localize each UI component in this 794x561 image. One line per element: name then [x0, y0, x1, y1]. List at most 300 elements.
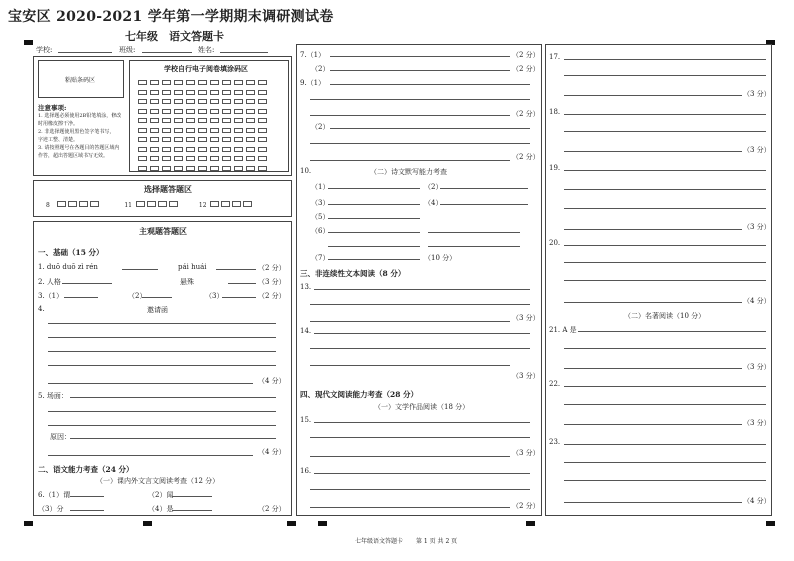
answer-line[interactable] — [564, 114, 766, 115]
answer-line[interactable] — [564, 229, 742, 230]
section-title: 三、非连续性文本阅读（8 分） — [300, 269, 406, 278]
poem-label: （1） — [311, 183, 330, 191]
q20-label: 20. — [549, 239, 561, 247]
grid-row — [138, 106, 270, 116]
grid-cell[interactable] — [150, 147, 159, 152]
score-label: （2 分） — [258, 292, 286, 300]
q16-label: 16. — [300, 467, 312, 475]
option-box[interactable] — [147, 201, 156, 207]
alignment-marker — [526, 521, 535, 526]
grid-cell[interactable] — [162, 128, 171, 133]
grid-cell[interactable] — [174, 118, 183, 123]
answer-line[interactable] — [310, 437, 530, 438]
answer-line[interactable] — [222, 297, 256, 298]
grid-cell[interactable] — [198, 80, 207, 85]
grid-cell[interactable] — [258, 109, 267, 114]
grid-cell[interactable] — [222, 118, 231, 123]
q18-label: 18. — [549, 108, 561, 116]
grid-cell[interactable] — [258, 156, 267, 161]
class-field[interactable] — [142, 52, 192, 53]
grid-cell[interactable] — [138, 80, 147, 85]
q7-label-b: （2） — [311, 65, 330, 73]
option-box[interactable] — [57, 201, 66, 207]
grid-cell[interactable] — [222, 99, 231, 104]
answer-line[interactable] — [564, 424, 742, 425]
section-title: 二、语文能力考查（24 分） — [38, 465, 134, 474]
grid-cell[interactable] — [234, 166, 243, 171]
answer-line[interactable] — [578, 331, 766, 332]
q3-label: 3.（1） — [38, 292, 64, 300]
score-label: （2 分） — [512, 110, 540, 118]
answer-line[interactable] — [48, 365, 276, 366]
grid-cell[interactable] — [198, 99, 207, 104]
answer-line[interactable] — [330, 70, 510, 71]
answer-line[interactable] — [62, 283, 112, 284]
grid-cell[interactable] — [186, 109, 195, 114]
grid-cell[interactable] — [138, 109, 147, 114]
subsection-title: （二）名著阅读（10 分） — [624, 312, 706, 320]
answer-line[interactable] — [564, 262, 766, 263]
poem-label: （7） — [311, 254, 330, 262]
section-title: 一、基础（15 分） — [38, 248, 104, 257]
grid-cell[interactable] — [150, 128, 159, 133]
q19-label: 19. — [549, 164, 561, 172]
grid-cell[interactable] — [222, 156, 231, 161]
note-line: 作答，超出答题区域书写无效。 — [38, 153, 109, 159]
choice-title: 选择题答题区 — [144, 184, 192, 194]
answer-line[interactable] — [310, 365, 510, 366]
barcode-label: 粘贴条码区 — [65, 77, 96, 84]
answer-line[interactable] — [440, 188, 528, 189]
id-grid-title: 学校自行电子阅卷填涂码区 — [164, 64, 248, 73]
answer-line[interactable] — [310, 304, 530, 305]
grid-cell[interactable] — [174, 109, 183, 114]
answer-line[interactable] — [564, 386, 766, 387]
grid-cell[interactable] — [174, 128, 183, 133]
grid-cell[interactable] — [198, 109, 207, 114]
q2-label-b: 悬殊 — [180, 278, 194, 286]
grid-cell[interactable] — [150, 109, 159, 114]
score-label: （3 分） — [743, 419, 771, 427]
subsection-title: （一）课内外文言文阅读考查（12 分） — [96, 477, 220, 485]
grid-cell[interactable] — [174, 147, 183, 152]
grid-cell[interactable] — [210, 137, 219, 142]
score-label: （3 分） — [512, 449, 540, 457]
score-label: （3 分） — [743, 223, 771, 231]
answer-line[interactable] — [564, 302, 742, 303]
grid-cell[interactable] — [234, 128, 243, 133]
grid-row — [138, 115, 270, 125]
answer-line[interactable] — [314, 422, 530, 423]
poem-label: （4） — [424, 199, 443, 207]
answer-line[interactable] — [64, 297, 98, 298]
poem-label: （3） — [311, 199, 330, 207]
answer-line[interactable] — [314, 473, 530, 474]
grid-cell[interactable] — [174, 80, 183, 85]
score-label: （4 分） — [743, 497, 771, 505]
score-label: （4 分） — [743, 297, 771, 305]
grid-cell[interactable] — [138, 147, 147, 152]
grid-cell[interactable] — [258, 166, 267, 171]
grid-cell[interactable] — [222, 109, 231, 114]
answer-line[interactable] — [328, 204, 420, 205]
answer-line[interactable] — [142, 297, 172, 298]
answer-line[interactable] — [428, 246, 520, 247]
grid-cell[interactable] — [234, 147, 243, 152]
grid-cell[interactable] — [198, 118, 207, 123]
grid-cell[interactable] — [162, 118, 171, 123]
answer-line[interactable] — [70, 510, 104, 511]
grid-cell[interactable] — [258, 90, 267, 95]
answer-line[interactable] — [310, 160, 510, 161]
grid-cell[interactable] — [198, 147, 207, 152]
grid-cell[interactable] — [258, 147, 267, 152]
q6-label: 6.（1）谓 — [38, 491, 71, 499]
grid-cell[interactable] — [138, 90, 147, 95]
grid-cell[interactable] — [222, 90, 231, 95]
grid-cell[interactable] — [210, 109, 219, 114]
answer-line[interactable] — [564, 75, 766, 76]
q23-label: 23. — [549, 438, 561, 446]
answer-line[interactable] — [310, 321, 510, 322]
answer-line[interactable] — [310, 456, 510, 457]
grid-cell[interactable] — [210, 90, 219, 95]
subsection-title: （一）文学作品阅读（18 分） — [374, 403, 470, 411]
answer-line[interactable] — [310, 489, 530, 490]
answer-line[interactable] — [564, 189, 766, 190]
grid-cell[interactable] — [162, 166, 171, 171]
school-label: 学校: — [36, 46, 53, 54]
subsection-title: （二）诗文默写能力考查 — [370, 168, 447, 176]
school-field[interactable] — [58, 52, 112, 53]
answer-line[interactable] — [564, 59, 766, 60]
answer-line[interactable] — [172, 510, 212, 511]
answer-line[interactable] — [428, 232, 520, 233]
answer-line[interactable] — [48, 425, 276, 426]
score-label: （2 分） — [258, 264, 286, 272]
q21-label: 21. A 是 — [549, 326, 577, 334]
answer-line[interactable] — [70, 438, 276, 439]
grid-cell[interactable] — [246, 118, 255, 123]
answer-line[interactable] — [310, 507, 510, 508]
q9-label-b: （2） — [311, 123, 330, 131]
option-box[interactable] — [68, 201, 77, 207]
grid-cell[interactable] — [222, 147, 231, 152]
score-label: （3 分） — [512, 372, 540, 380]
answer-line[interactable] — [564, 480, 766, 481]
alignment-marker — [24, 521, 33, 526]
grid-cell[interactable] — [234, 109, 243, 114]
choice-area — [33, 180, 292, 217]
grid-cell[interactable] — [234, 118, 243, 123]
footer-page: 第 1 页 共 2 页 — [416, 538, 458, 545]
grid-cell[interactable] — [162, 147, 171, 152]
grid-row — [138, 144, 270, 154]
grid-cell[interactable] — [246, 166, 255, 171]
q17-label: 17. — [549, 53, 561, 61]
answer-line[interactable] — [310, 348, 530, 349]
answer-line[interactable] — [314, 289, 530, 290]
grid-cell[interactable] — [162, 137, 171, 142]
grid-cell[interactable] — [138, 99, 147, 104]
answer-line[interactable] — [310, 143, 530, 144]
grid-cell[interactable] — [186, 166, 195, 171]
q6-label-c: （3）分 — [38, 505, 64, 513]
grid-cell[interactable] — [222, 128, 231, 133]
class-label: 班级: — [119, 46, 136, 54]
q22-label: 22. — [549, 380, 561, 388]
grid-cell[interactable] — [234, 99, 243, 104]
grid-cell[interactable] — [138, 118, 147, 123]
grid-cell[interactable] — [246, 147, 255, 152]
q10-label: 10. — [300, 167, 312, 175]
answer-line[interactable] — [310, 115, 510, 116]
answer-line[interactable] — [564, 502, 742, 503]
answer-line[interactable] — [328, 232, 420, 233]
grid-cell[interactable] — [210, 156, 219, 161]
grid-cell[interactable] — [246, 156, 255, 161]
section-title: 四、现代文阅读能力考查（28 分） — [300, 390, 419, 399]
answer-line[interactable] — [564, 368, 742, 369]
grid-cell[interactable] — [210, 147, 219, 152]
grid-cell[interactable] — [150, 99, 159, 104]
grid-cell[interactable] — [162, 156, 171, 161]
answer-line[interactable] — [228, 283, 256, 284]
grid-cell[interactable] — [258, 80, 267, 85]
grid-cell[interactable] — [138, 166, 147, 171]
grid-cell[interactable] — [246, 128, 255, 133]
score-label: （3 分） — [258, 278, 286, 286]
option-box[interactable] — [90, 201, 99, 207]
answer-line[interactable] — [310, 99, 530, 100]
q2-label: 2. 人格 — [38, 278, 61, 286]
notes-list — [38, 112, 121, 160]
poem-label: （2） — [424, 183, 443, 191]
option-box[interactable] — [169, 201, 178, 207]
q9-label: 9.（1） — [300, 79, 326, 87]
grid-cell[interactable] — [150, 156, 159, 161]
grid-cell[interactable] — [138, 156, 147, 161]
name-field[interactable] — [220, 52, 268, 53]
answer-line[interactable] — [328, 188, 420, 189]
answer-line[interactable] — [564, 151, 742, 152]
grid-cell[interactable] — [258, 99, 267, 104]
grid-cell[interactable] — [186, 99, 195, 104]
grid-cell[interactable] — [186, 128, 195, 133]
option-box[interactable] — [243, 201, 252, 207]
answer-line[interactable] — [328, 218, 420, 219]
note-line: 3. 请按照题号在各题目的答题区域内 — [38, 145, 120, 151]
grid-cell[interactable] — [258, 137, 267, 142]
page-subtitle: 七年级 语文答题卡 — [125, 30, 224, 43]
grid-cell[interactable] — [162, 80, 171, 85]
grid-cell[interactable] — [186, 156, 195, 161]
grid-cell[interactable] — [246, 80, 255, 85]
score-label: （3 分） — [743, 146, 771, 154]
q13-label: 13. — [300, 283, 312, 291]
grid-cell[interactable] — [174, 166, 183, 171]
answer-line[interactable] — [70, 496, 104, 497]
answer-line[interactable] — [564, 348, 766, 349]
note-line: 字迹工整、清楚。 — [38, 137, 79, 143]
answer-line[interactable] — [564, 462, 766, 463]
answer-line[interactable] — [564, 444, 766, 445]
grid-cell[interactable] — [258, 128, 267, 133]
grid-cell[interactable] — [198, 128, 207, 133]
answer-line[interactable] — [314, 333, 530, 334]
grid-cell[interactable] — [210, 99, 219, 104]
grid-cell[interactable] — [162, 90, 171, 95]
answer-line[interactable] — [564, 170, 766, 171]
name-label: 姓名: — [198, 46, 215, 54]
option-box[interactable] — [136, 201, 145, 207]
answer-line[interactable] — [70, 397, 276, 398]
answer-line[interactable] — [564, 95, 742, 96]
score-label: （4 分） — [258, 448, 286, 456]
option-box[interactable] — [221, 201, 230, 207]
grid-cell[interactable] — [162, 99, 171, 104]
answer-line[interactable] — [48, 383, 253, 384]
subjective-title: 主观题答题区 — [139, 226, 187, 236]
grid-cell[interactable] — [210, 128, 219, 133]
score-label: （3 分） — [743, 363, 771, 371]
answer-line[interactable] — [48, 455, 253, 456]
grid-cell[interactable] — [150, 137, 159, 142]
grid-cell[interactable] — [186, 147, 195, 152]
answer-line[interactable] — [330, 128, 530, 129]
grid-cell[interactable] — [198, 156, 207, 161]
barcode-area — [38, 60, 124, 98]
grid-cell[interactable] — [210, 80, 219, 85]
alignment-marker — [318, 521, 327, 526]
grid-cell[interactable] — [138, 137, 147, 142]
score-label: （3 分） — [512, 314, 540, 322]
grid-row — [138, 153, 270, 163]
q6-label-b: （2）闻 — [148, 491, 174, 499]
grid-cell[interactable] — [150, 90, 159, 95]
choice-q12-label: 12 — [198, 202, 207, 209]
grid-row — [138, 96, 270, 106]
q4-title: 邀请函 — [147, 306, 168, 314]
answer-line[interactable] — [330, 84, 530, 85]
alignment-marker — [143, 521, 152, 526]
grid-cell[interactable] — [198, 90, 207, 95]
grid-cell[interactable] — [174, 99, 183, 104]
note-line: 时用橡皮擦干净。 — [38, 121, 79, 127]
score-label: （2 分） — [512, 502, 540, 510]
answer-line[interactable] — [330, 56, 510, 57]
q5-label-b: 原因： — [50, 433, 71, 441]
q4-label: 4. — [38, 305, 45, 313]
grid-cell[interactable] — [174, 137, 183, 142]
option-box[interactable] — [210, 201, 219, 207]
alignment-marker — [766, 521, 775, 526]
grid-cell[interactable] — [246, 99, 255, 104]
grid-cell[interactable] — [138, 128, 147, 133]
answer-line[interactable] — [48, 351, 276, 352]
page-title: 宝安区 2020-2021 学年第一学期期末调研测试卷 — [8, 9, 334, 25]
score-label: （2 分） — [512, 65, 540, 73]
note-line: 2. 非选择题使用黑色签字笔书写， — [38, 129, 115, 135]
q15-label: 15. — [300, 416, 312, 424]
grid-cell[interactable] — [234, 156, 243, 161]
grid-cell[interactable] — [198, 137, 207, 142]
grid-cell[interactable] — [174, 156, 183, 161]
answer-line[interactable] — [564, 404, 766, 405]
id-grid-cells[interactable] — [138, 77, 270, 172]
answer-line[interactable] — [216, 269, 256, 270]
note-line: 1. 选择题必须使用2B铅笔填涂，修改 — [38, 113, 122, 119]
choice-q8-label: 8 — [46, 202, 50, 209]
grid-cell[interactable] — [150, 118, 159, 123]
grid-cell[interactable] — [246, 90, 255, 95]
grid-cell[interactable] — [234, 90, 243, 95]
poem-label: （6） — [311, 227, 330, 235]
choice-q11-label: 11 — [124, 202, 132, 209]
option-box[interactable] — [232, 201, 241, 207]
answer-line[interactable] — [564, 280, 766, 281]
answer-line[interactable] — [328, 259, 420, 260]
grid-cell[interactable] — [222, 137, 231, 142]
grid-cell[interactable] — [234, 137, 243, 142]
option-box[interactable] — [79, 201, 88, 207]
grid-cell[interactable] — [246, 137, 255, 142]
grid-cell[interactable] — [222, 166, 231, 171]
grid-cell[interactable] — [162, 109, 171, 114]
score-label: （2 分） — [512, 51, 540, 59]
grid-cell[interactable] — [210, 166, 219, 171]
grid-cell[interactable] — [150, 80, 159, 85]
grid-cell[interactable] — [246, 109, 255, 114]
answer-line[interactable] — [48, 323, 276, 324]
option-box[interactable] — [158, 201, 167, 207]
q1-label-b: pái huái — [178, 263, 207, 271]
grid-row — [138, 163, 270, 173]
grid-cell[interactable] — [234, 80, 243, 85]
grid-row — [138, 87, 270, 97]
answer-line[interactable] — [440, 204, 528, 205]
answer-line[interactable] — [122, 269, 158, 270]
grid-cell[interactable] — [150, 166, 159, 171]
score-label: （2 分） — [258, 505, 286, 513]
grid-cell[interactable] — [198, 166, 207, 171]
grid-cell[interactable] — [258, 118, 267, 123]
answer-line[interactable] — [48, 411, 276, 412]
grid-cell[interactable] — [174, 90, 183, 95]
answer-line[interactable] — [328, 246, 420, 247]
choice-row[interactable] — [46, 201, 254, 209]
grid-cell[interactable] — [186, 80, 195, 85]
grid-cell[interactable] — [186, 118, 195, 123]
score-label: （10 分） — [424, 254, 457, 262]
answer-line[interactable] — [564, 208, 766, 209]
alignment-marker — [287, 521, 296, 526]
q1-label: 1. duō duō zì rén — [38, 263, 98, 271]
q3-label-c: （3） — [205, 292, 224, 300]
grid-cell[interactable] — [222, 80, 231, 85]
answer-line[interactable] — [48, 337, 276, 338]
grid-cell[interactable] — [186, 137, 195, 142]
grid-cell[interactable] — [186, 90, 195, 95]
grid-cell[interactable] — [210, 118, 219, 123]
poem-label: （5） — [311, 213, 330, 221]
score-label: （4 分） — [258, 377, 286, 385]
answer-line[interactable] — [564, 131, 766, 132]
q3-label-b: （2） — [128, 292, 147, 300]
answer-line[interactable] — [172, 496, 212, 497]
grid-row — [138, 77, 270, 87]
answer-line[interactable] — [564, 245, 766, 246]
